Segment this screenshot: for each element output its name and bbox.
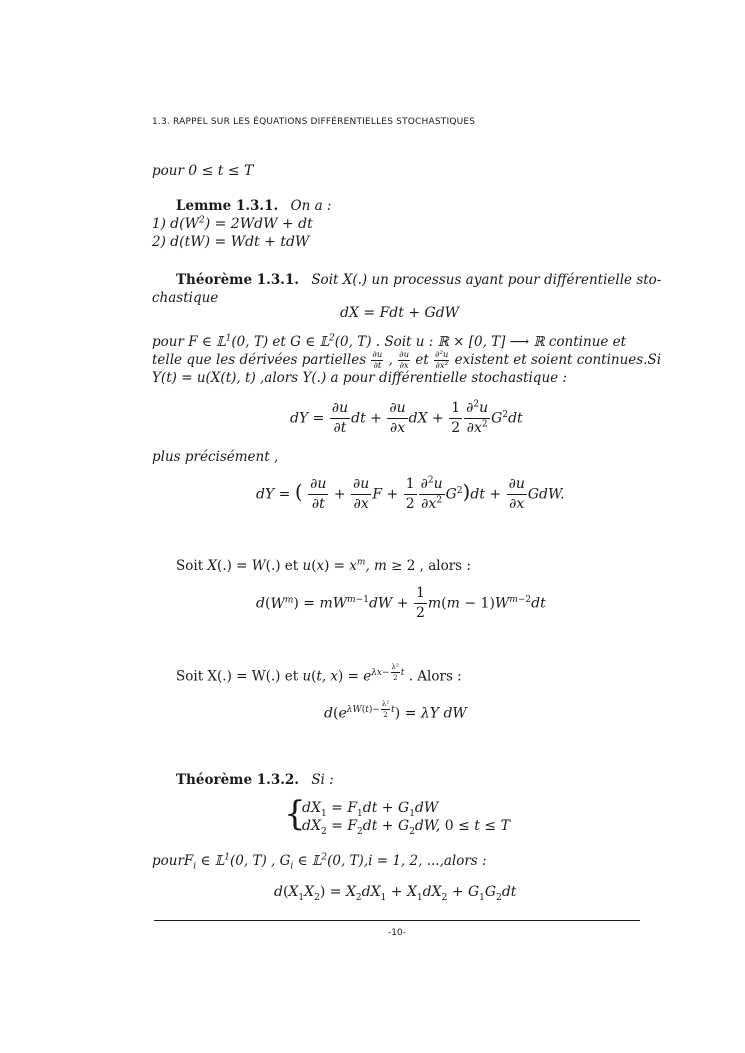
theorem1-cond-line1: pour F ∈ 𝕃$^1$(0, T) et G ∈ 𝕃$^2$(0, T) . Soit u : ℝ × [0, T] ⟶ ℝ continue et [152, 333, 627, 350]
example1-eq: $d(W^m) = mW^{m-1}dW$ + $\frac{1}{2}$ $m(m - 1)W^{m-2}dt$ [256, 585, 546, 621]
theorem2-cond: pourF$_i$ ∈ 𝕃$^1$(0, T) , $G_i$ ∈ 𝕃$^2$(0, T),i = 1, 2, ...,alors : [152, 852, 487, 872]
lemma-heading [176, 197, 331, 215]
system-eq2: $dX_2 = F_2dt + G_2dW$, 0 ≤ t ≤ T [302, 818, 510, 837]
example2-eq: $d(e^{\lambda W(t)- \frac{\text{λ²}}{2} t}) = \lambda Y$ dW [324, 700, 467, 722]
theorem1-text-cont: chastique [152, 290, 219, 306]
theorem1-cond-line3: Y(t) = u(X(t), t) ,alors Y(.) a pour différentielle stochastique : [152, 370, 567, 386]
lemma-label: Lemme 1.3.1. [176, 198, 279, 214]
example1-text: Soit X(.) = W(.) et $u(x) = x^m$, m ≥ 2 , alors : [176, 557, 471, 574]
theorem2-label: Théorème 1.3.2. [176, 772, 300, 788]
theorem1-heading [176, 271, 661, 289]
theorem1-eq2: dY = $\frac{\partial u}{\partial t}$ dt + $\frac{\partial u}{\partial x}$ dX + $\frac{1}{2}$ $\frac{\partial^2u}{\partial x^2}$ $G^2dt$ [290, 399, 523, 436]
theorem1-text: Soit X(.) un processus ayant pour différentielle sto- [311, 272, 662, 288]
theorem1-cond-line2: telle que les dérivées partielles $\frac{\partial u}{\partial t}$ , $\frac{\partial u}{\partial x}$ et $\frac{\text{∂²u}}{\text{∂x²}}$ existent et soient continues.Si [152, 350, 662, 371]
intro-line: pour 0 ≤ t ≤ T [152, 163, 254, 179]
page-number: -10- [388, 928, 406, 938]
theorem1-label: Théorème 1.3.1. [176, 272, 300, 288]
precise-text: plus précisément , [152, 449, 279, 465]
footer-rule [154, 920, 640, 921]
theorem2-heading [176, 771, 334, 789]
theorem2-eq: $d(X_1X_2) = X_2dX_1 + X_1dX_2 + G_1G_2dt$ [274, 884, 517, 903]
theorem1-eq3: dY = ( $\frac{\partial u}{\partial t}$ + $\frac{\partial u}{\partial x}$ F + $\frac{1}{2}$ $\frac{\partial^2u}{\partial x^2}$ $G^2)dt$ + $\frac{\partial u}{\partial x}$ GdW. [256, 475, 565, 512]
system-brace: { [284, 794, 306, 834]
theorem2-text: Si : [311, 772, 334, 788]
system-eq1: $dX_1 = F_1dt + G_1dW$ [302, 800, 439, 819]
theorem1-eq1: dX = Fdt + GdW [340, 305, 460, 321]
example2-text: Soit X(.) = W(.) et u(t, $x) = e^{\lambda x- \frac{\text{λ²}}{2} t}$ . Alors : [176, 663, 462, 685]
lemma-text: On a : [290, 198, 332, 214]
lemma-item-2: 2) d(tW) = Wdt + tdW [152, 234, 310, 250]
lemma-item-1: 1) $d(W^2) = 2WdW$ + dt [152, 215, 313, 232]
running-header: 1.3. RAPPEL SUR LES ÉQUATIONS DIFFÉRENTIELLES STOCHASTIQUES [152, 117, 476, 127]
